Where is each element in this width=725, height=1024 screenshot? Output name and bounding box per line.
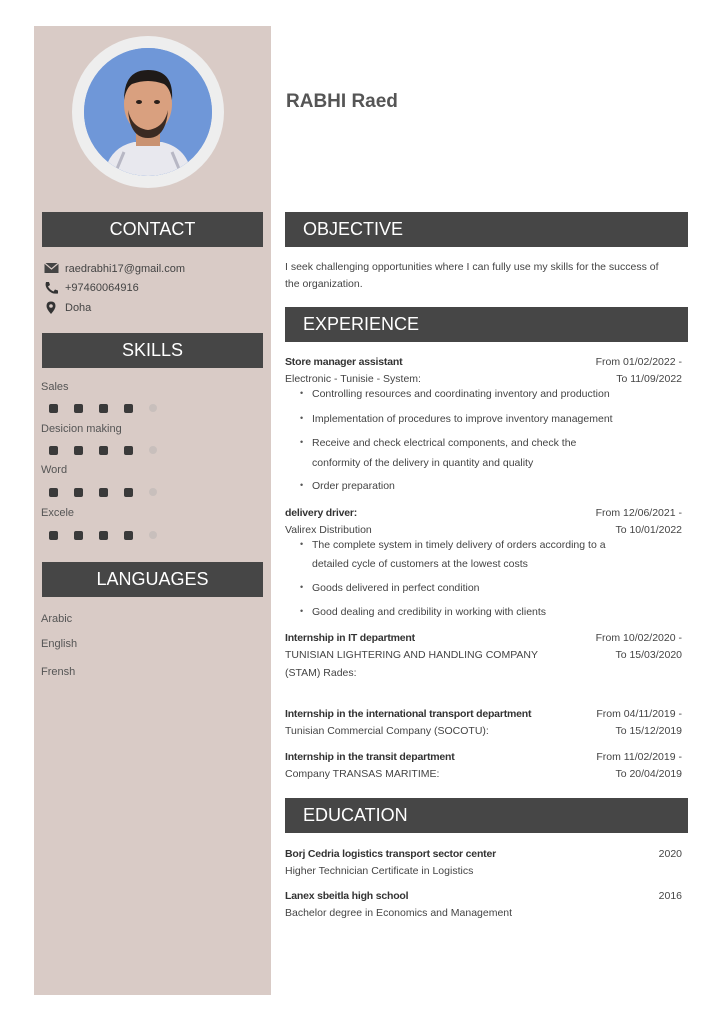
job-to-date: To 20/04/2019 <box>615 768 682 780</box>
skill-dot <box>49 446 58 455</box>
skill-dot <box>124 446 133 455</box>
job-from-date: From 01/02/2022 - <box>595 356 682 368</box>
school-name: Lanex sbeitla high school <box>285 890 409 902</box>
contact-email <box>44 262 185 275</box>
skill-name: Desicion making <box>41 423 122 435</box>
objective-text <box>285 259 690 293</box>
job-bullets <box>296 388 613 455</box>
job-bullet: • Controlling resources and coordinating inventory and production <box>312 388 613 413</box>
job-title: Internship in the transit department <box>285 751 455 763</box>
skill-dot-empty <box>149 488 157 496</box>
job-bullets <box>296 480 395 492</box>
skill-name: Word <box>41 464 68 476</box>
job-bullet-continuation: conformity of the delivery in quantity and quality <box>312 457 534 469</box>
language-item: English <box>41 638 78 650</box>
education-heading: EDUCATION <box>285 798 688 833</box>
objective-heading: OBJECTIVE <box>285 212 688 247</box>
email-text: raedrabhi17@gmail.com <box>65 262 186 275</box>
languages-heading: LANGUAGES <box>42 562 263 597</box>
job-to-date: To 15/03/2020 <box>615 649 682 661</box>
job-bullet: • Goods delivered in perfect condition <box>312 582 546 606</box>
job-company: TUNISIAN LIGHTERING AND HANDLING COMPANY <box>285 649 539 661</box>
job-to-date: To 15/12/2019 <box>615 725 682 737</box>
skill-dot <box>74 446 83 455</box>
skill-dot <box>49 488 58 497</box>
job-company-cont: (STAM) Rades: <box>285 667 357 679</box>
job-title: Internship in the international transport department <box>285 708 532 720</box>
contact-location <box>44 301 91 314</box>
job-to-date: To 10/01/2022 <box>615 524 682 536</box>
skill-dot <box>124 531 133 540</box>
skill-name: Sales <box>41 381 69 393</box>
profile-photo-frame <box>72 36 224 188</box>
degree-name: Bachelor degree in Economics and Management <box>285 907 513 919</box>
skill-dot <box>74 404 83 413</box>
skill-dot <box>99 446 108 455</box>
skill-dot <box>49 531 58 540</box>
school-name: Borj Cedria logistics transport sector center <box>285 848 496 860</box>
phone-icon <box>44 281 59 294</box>
degree-name: Higher Technician Certificate in Logistics <box>285 865 474 877</box>
job-bullets <box>296 539 606 551</box>
job-bullet: • The complete system in timely delivery of orders according to a <box>312 539 606 551</box>
job-bullet: • Receive and check electrical components, and check the <box>312 437 613 455</box>
language-item: Frensh <box>41 666 76 678</box>
skill-dot <box>74 531 83 540</box>
skill-dot-empty <box>149 446 157 454</box>
envelope-icon <box>44 262 59 275</box>
skill-name: Excele <box>41 507 75 519</box>
skill-dot <box>74 488 83 497</box>
skill-dot <box>124 404 133 413</box>
job-title: Store manager assistant <box>285 356 403 368</box>
skill-dot-empty <box>149 531 157 539</box>
contact-heading: CONTACT <box>42 212 263 247</box>
skill-dot <box>124 488 133 497</box>
skill-level-sales <box>49 404 173 413</box>
sidebar <box>34 26 271 995</box>
experience-heading: EXPERIENCE <box>285 307 688 342</box>
job-from-date: From 04/11/2019 - <box>596 708 682 720</box>
skill-dot <box>49 404 58 413</box>
job-title: Internship in IT department <box>285 632 415 644</box>
job-bullet: • Implementation of procedures to improve inventory management <box>312 413 613 437</box>
education-year: 2016 <box>658 890 682 902</box>
job-bullet: • Order preparation <box>312 480 395 492</box>
job-company: Tunisian Commercial Company (SOCOTU): <box>285 725 489 737</box>
job-company: Electronic - Tunisie - System: <box>285 373 421 385</box>
objective-line: the organization. <box>285 278 363 290</box>
job-from-date: From 12/06/2021 - <box>595 507 682 519</box>
objective-line: I seek challenging opportunities where I can fully use my skills for the success of <box>285 261 659 273</box>
job-company: Company TRANSAS MARITIME: <box>285 768 440 780</box>
language-item: Arabic <box>41 613 73 625</box>
job-from-date: From 10/02/2020 - <box>595 632 682 644</box>
job-bullet-continuation: detailed cycle of customers at the lowest costs <box>312 558 528 570</box>
job-from-date: From 11/02/2019 - <box>596 751 682 763</box>
job-bullet: • Good dealing and credibility in working with clients <box>312 606 546 618</box>
education-year: 2020 <box>658 848 682 860</box>
contact-phone <box>44 281 139 294</box>
skill-dot <box>99 531 108 540</box>
skill-dot <box>99 488 108 497</box>
skill-level-excel <box>49 531 173 540</box>
map-pin-icon <box>44 301 59 314</box>
skill-level-word <box>49 488 173 497</box>
job-to-date: To 11/09/2022 <box>616 373 682 385</box>
job-title: delivery driver: <box>285 507 358 519</box>
job-company: Valirex Distribution <box>285 524 372 536</box>
location-text: Doha <box>65 301 92 314</box>
skill-dot-empty <box>149 404 157 412</box>
skill-dot <box>99 404 108 413</box>
skills-heading: SKILLS <box>42 333 263 368</box>
skill-level-decision <box>49 446 173 455</box>
job-bullets <box>296 582 546 618</box>
candidate-name: RABHI Raed <box>286 91 398 112</box>
phone-text: +97460064916 <box>65 281 139 294</box>
profile-photo <box>84 48 212 176</box>
